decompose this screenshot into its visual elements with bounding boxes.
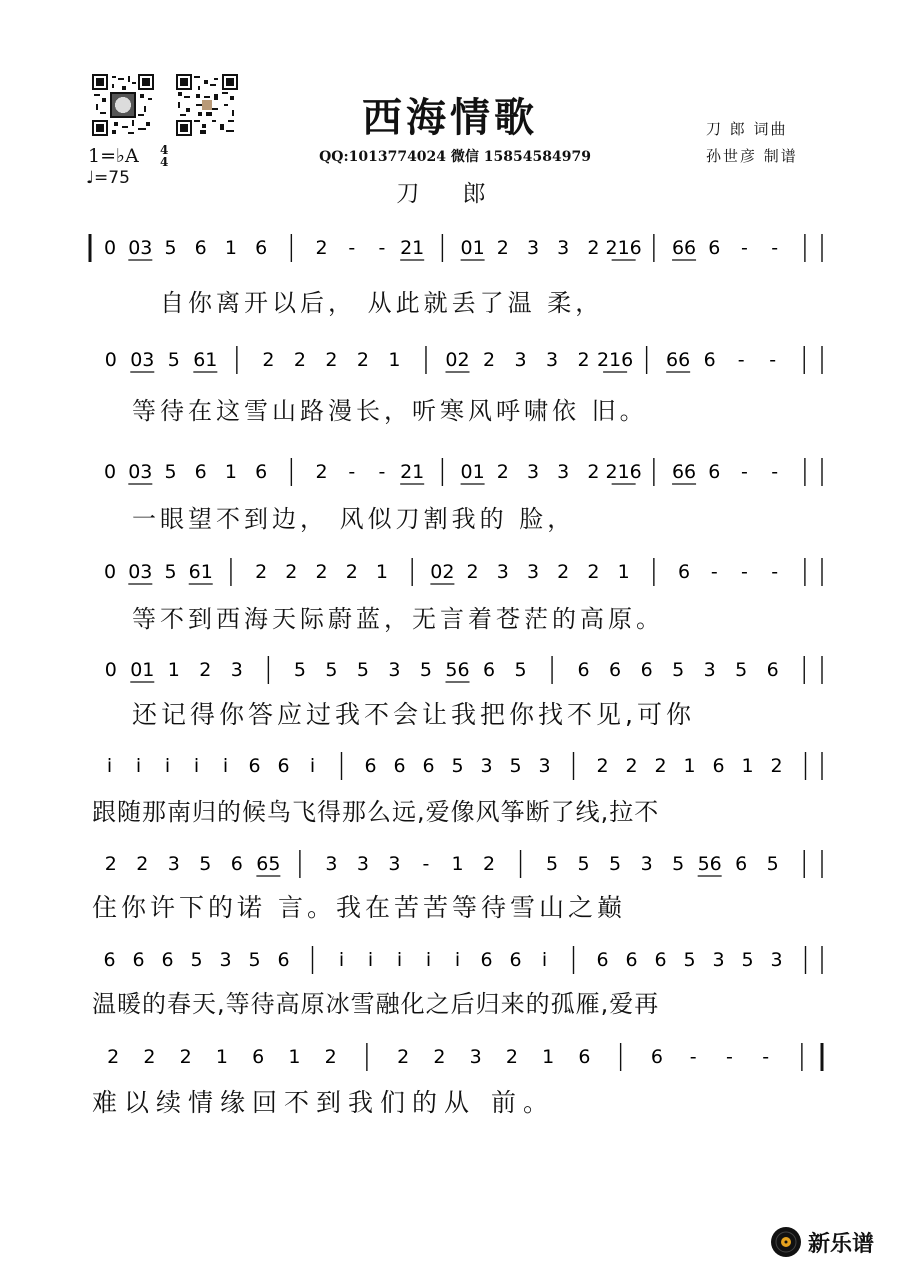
- note: -: [348, 461, 356, 483]
- note: 6: [422, 755, 435, 777]
- note: 1: [224, 461, 237, 483]
- note: 6: [277, 755, 290, 777]
- note: 0: [104, 561, 117, 583]
- note: 66: [671, 461, 697, 483]
- note: 03: [128, 461, 153, 483]
- note: 2: [315, 461, 328, 483]
- note: 3: [496, 561, 509, 583]
- note: 2: [466, 561, 479, 583]
- note: 6: [255, 237, 268, 259]
- note: 1: [683, 755, 696, 777]
- tempo-marking: ♩=75: [86, 168, 130, 188]
- site-logo: [770, 1226, 874, 1258]
- note: -: [741, 237, 748, 259]
- lyric-line-4: 等不到西海天际蔚蓝，无言着苍茫的高原。: [132, 605, 664, 633]
- note: 2: [136, 853, 149, 875]
- note: 6: [194, 461, 207, 483]
- note: 6: [625, 949, 638, 971]
- note: -: [741, 461, 748, 483]
- note: 6: [509, 949, 522, 971]
- note: 216: [605, 461, 642, 483]
- note: 03: [128, 561, 153, 583]
- composer-credit: 刀 郎 词曲: [706, 120, 788, 138]
- note: 5: [190, 949, 203, 971]
- note: 6: [766, 659, 779, 681]
- note: i: [106, 755, 113, 777]
- note: -: [771, 561, 779, 583]
- note: 6: [255, 461, 268, 483]
- note: 2: [596, 755, 609, 777]
- note: 1: [215, 1046, 228, 1068]
- note: 65: [256, 853, 281, 875]
- note: i: [338, 949, 345, 971]
- note: 5: [509, 755, 522, 777]
- note: i: [309, 755, 316, 777]
- note: 0: [104, 461, 117, 483]
- note: 0: [104, 349, 117, 371]
- lyric-line-7: 住你许下的诺 言。我在苦苦等待雪山之巅: [92, 893, 626, 922]
- note: 5: [164, 237, 177, 259]
- note: 6: [609, 659, 622, 681]
- note: 61: [193, 349, 218, 371]
- note: 01: [130, 659, 155, 681]
- note: -: [378, 461, 386, 483]
- lyric-line-5: 还记得你答应过我不会让我把你找不见,可你: [132, 700, 695, 729]
- note: 5: [672, 659, 685, 681]
- note: -: [725, 1046, 733, 1068]
- time-signature-top: 4: [160, 143, 169, 157]
- note: 5: [248, 949, 261, 971]
- note: 3: [640, 853, 653, 875]
- note: 5: [546, 853, 559, 875]
- note: 2: [505, 1046, 518, 1068]
- note: 6: [596, 949, 609, 971]
- note: -: [769, 349, 777, 371]
- note: 66: [666, 349, 691, 371]
- note: 3: [230, 659, 243, 681]
- note: 5: [741, 949, 754, 971]
- note: -: [422, 853, 430, 875]
- note: 2: [577, 349, 590, 371]
- note: 01: [460, 461, 485, 483]
- note: 02: [430, 561, 455, 583]
- note: 2: [345, 561, 358, 583]
- note: 3: [557, 461, 570, 483]
- logo-text: 新乐谱: [808, 1231, 875, 1257]
- note: 1: [388, 349, 401, 371]
- singer-name: 刀 郎: [396, 181, 504, 207]
- note: 6: [103, 949, 116, 971]
- note: -: [378, 237, 386, 259]
- note: 6: [277, 949, 290, 971]
- lyric-line-1: 自你离开以后， 从此就丢了温 柔，: [160, 289, 604, 317]
- note: i: [367, 949, 374, 971]
- note: 5: [293, 659, 306, 681]
- note: 2: [315, 561, 328, 583]
- note: 6: [703, 349, 716, 371]
- note: -: [741, 561, 748, 583]
- contact-info: QQ:1013774024 微信 15854584979: [319, 149, 591, 165]
- note: 1: [451, 853, 464, 875]
- note: 6: [578, 1046, 591, 1068]
- note: 3: [167, 853, 180, 875]
- note: i: [135, 755, 142, 777]
- lyric-line-6: 跟随那南归的候鸟飞得那么远,爱像风筝断了线,拉不: [92, 798, 660, 826]
- note: i: [222, 755, 229, 777]
- note: i: [454, 949, 461, 971]
- note: 2: [315, 237, 328, 259]
- key-signature: 1=♭A: [88, 145, 139, 167]
- note: 02: [445, 349, 470, 371]
- note: 6: [577, 659, 590, 681]
- note: 2: [587, 561, 600, 583]
- note: -: [771, 461, 779, 483]
- note: 3: [712, 949, 725, 971]
- note: 5: [164, 561, 177, 583]
- note: 2: [293, 349, 306, 371]
- note: 6: [364, 755, 377, 777]
- note: 5: [672, 853, 685, 875]
- note: 66: [671, 237, 697, 259]
- note: i: [425, 949, 432, 971]
- song-title: 西海情歌: [362, 94, 538, 141]
- note: 6: [708, 237, 721, 259]
- note: i: [193, 755, 200, 777]
- note: 1: [224, 237, 237, 259]
- note: 6: [678, 561, 691, 583]
- note: 6: [482, 659, 496, 681]
- note: 3: [356, 853, 369, 875]
- note: 1: [617, 561, 630, 583]
- vinyl-record-icon: [770, 1226, 802, 1258]
- note: 1: [741, 755, 754, 777]
- note: 2: [104, 853, 117, 875]
- note: 216: [605, 237, 642, 259]
- note: 2: [482, 349, 496, 371]
- note: 6: [132, 949, 145, 971]
- lyric-line-9: 难以续情缘回不到我们的从 前。: [92, 1088, 555, 1117]
- note: 5: [356, 659, 369, 681]
- note: 03: [128, 237, 153, 259]
- note: 2: [262, 349, 275, 371]
- note: 6: [650, 1046, 663, 1068]
- note: 56: [697, 853, 722, 875]
- note: 1: [288, 1046, 301, 1068]
- note: 2: [325, 349, 338, 371]
- note: 2: [587, 461, 600, 483]
- note: 3: [388, 659, 401, 681]
- note: 1: [167, 659, 180, 681]
- note: 2: [143, 1046, 156, 1068]
- note: -: [710, 561, 718, 583]
- transcriber-credit: 孙世彦 制谱: [706, 147, 798, 165]
- note: 3: [219, 949, 232, 971]
- note: 03: [130, 349, 155, 371]
- note: 56: [445, 659, 470, 681]
- note: 6: [712, 755, 725, 777]
- note: 3: [557, 237, 570, 259]
- note: 5: [419, 659, 433, 681]
- note: 6: [708, 461, 721, 483]
- note: 2: [587, 237, 600, 259]
- note: 6: [735, 853, 748, 875]
- note: 2: [324, 1046, 337, 1068]
- note: -: [762, 1046, 770, 1068]
- note: 2: [107, 1046, 120, 1068]
- note: 5: [199, 853, 212, 875]
- note: 2: [255, 561, 268, 583]
- note: 6: [230, 853, 243, 875]
- note: 21: [400, 237, 425, 259]
- note: 3: [480, 755, 493, 777]
- note: -: [689, 1046, 697, 1068]
- note: -: [771, 237, 779, 259]
- note: 5: [451, 755, 464, 777]
- note: 21: [400, 461, 425, 483]
- note: -: [348, 237, 356, 259]
- note: i: [541, 949, 548, 971]
- note: 0: [104, 659, 117, 681]
- note: 6: [161, 949, 174, 971]
- note: 2: [285, 561, 298, 583]
- note: 5: [609, 853, 622, 875]
- note: i: [396, 949, 403, 971]
- note: 1: [542, 1046, 555, 1068]
- note: 2: [199, 659, 212, 681]
- note: 5: [577, 853, 590, 875]
- time-signature-bottom: 4: [160, 155, 169, 169]
- note: i: [164, 755, 171, 777]
- note: 5: [325, 659, 338, 681]
- note: 2: [179, 1046, 192, 1068]
- note: 3: [526, 561, 540, 583]
- note: 3: [514, 349, 527, 371]
- note: 1: [375, 561, 389, 583]
- note: 3: [526, 461, 540, 483]
- note: 2: [482, 853, 496, 875]
- note: 2: [496, 461, 509, 483]
- note: 5: [167, 349, 180, 371]
- note: 2: [356, 349, 369, 371]
- note: 2: [654, 755, 667, 777]
- note: 3: [538, 755, 551, 777]
- note: 6: [393, 755, 406, 777]
- note: 3: [703, 659, 716, 681]
- note: 6: [480, 949, 493, 971]
- note: 5: [735, 659, 748, 681]
- note: 2: [496, 237, 509, 259]
- note: 6: [640, 659, 653, 681]
- note: 3: [770, 949, 783, 971]
- note: 6: [194, 237, 207, 259]
- note: 2: [433, 1046, 446, 1068]
- lyric-line-3: 一眼望不到边， 风似刀割我的 脸，: [132, 505, 576, 533]
- note: 2: [397, 1046, 410, 1068]
- note: 2: [625, 755, 638, 777]
- note: 01: [460, 237, 485, 259]
- note: 6: [248, 755, 261, 777]
- note: 0: [104, 237, 117, 259]
- note: 5: [683, 949, 696, 971]
- lyric-line-8: 温暖的春天,等待高原冰雪融化之后归来的孤雁,爱再: [92, 990, 660, 1018]
- note: 5: [164, 461, 177, 483]
- lyric-line-2: 等待在这雪山路漫长，听寒风呼啸依 旧。: [132, 397, 648, 425]
- note: 216: [596, 349, 634, 371]
- note: 2: [557, 561, 570, 583]
- note: 3: [325, 853, 338, 875]
- note: 3: [388, 853, 401, 875]
- note: 6: [252, 1046, 265, 1068]
- note: 3: [469, 1046, 482, 1068]
- note: 2: [770, 755, 783, 777]
- note: 3: [546, 349, 559, 371]
- note: 5: [766, 853, 779, 875]
- note: 3: [526, 237, 540, 259]
- note: 6: [654, 949, 667, 971]
- note: 5: [514, 659, 527, 681]
- note: -: [737, 349, 745, 371]
- note: 61: [188, 561, 213, 583]
